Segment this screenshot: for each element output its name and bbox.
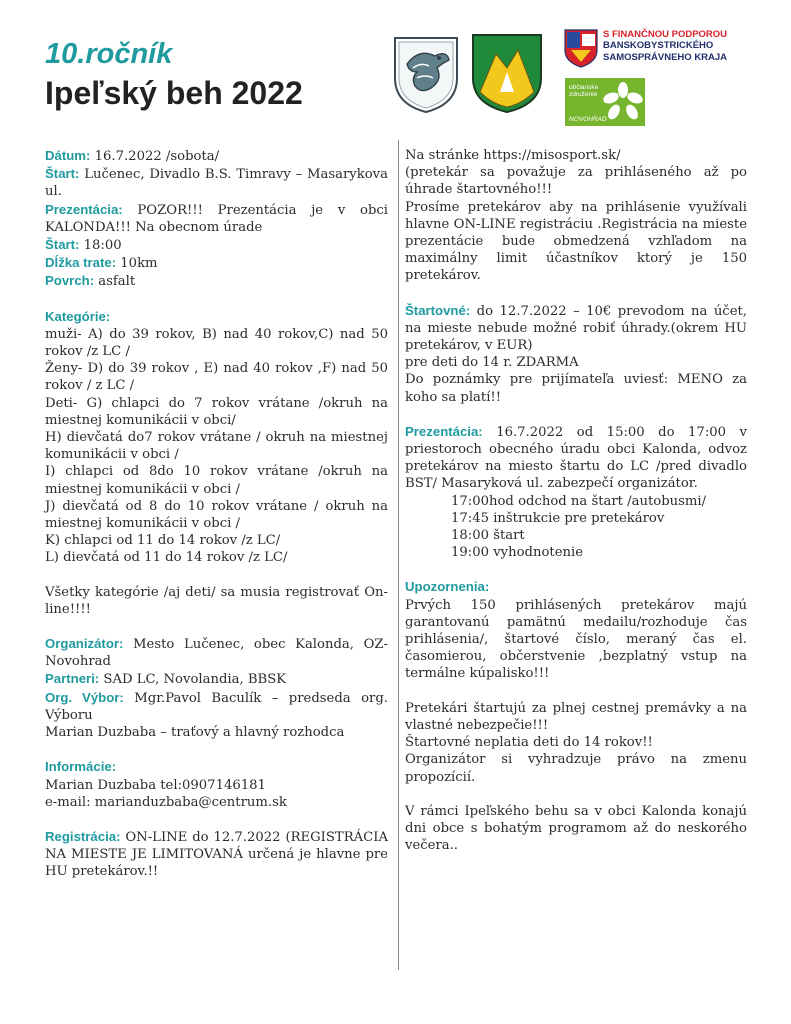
org-vybor-label: Org. Výbor:	[45, 689, 124, 705]
prezentacia-right-row	[405, 423, 747, 493]
bbsk-logo	[563, 28, 763, 70]
organizator-label: Organizátor:	[45, 636, 124, 652]
pretekari-line: Pretekári štartujú za plnej cestnej premávky a na vlastné nebezpečie!!!	[405, 700, 747, 733]
list-item: I) chlapci od 8do 10 rokov vrátane /okruh na miestnej komunikácii v obci /	[45, 464, 388, 497]
partneri-label: Partneri:	[45, 671, 100, 687]
organizator-row	[45, 635, 388, 670]
deti-zdarma-line: pre deti do 14 r. ZDARMA	[405, 355, 579, 371]
prezentacia-value: POZOR!!! Prezentácia je v obci KALONDA!!! Na obecnom úrade	[45, 202, 388, 235]
dlzka-value: 10km	[116, 256, 158, 272]
flower-icon	[603, 82, 643, 122]
oz-bottom-label: NOVOHRAD	[569, 116, 607, 123]
kategorie-label: Kategórie:	[45, 308, 111, 324]
prezentacia-row	[45, 201, 388, 236]
povrch-value: asfalt	[94, 274, 136, 290]
list-item: J) dievčatá od 8 do 10 rokov vrátane / okruh na miestnej komunikácii v obci /	[45, 498, 388, 532]
organizator-zmena-line: Organizátor si vyhradzuje právo na zmenu propozícií.	[405, 752, 747, 785]
schedule-item: 17:45 inštrukcie pre pretekárov	[451, 510, 665, 526]
ramci-paragraph: V rámci Ipeľského behu sa v obci Kalonda konajú dni obce s bohatým programom až do neskorého večera..	[405, 803, 747, 854]
poznamka-line: Do poznámky pre prijímateľa uviesť: MENO za koho sa platí!!	[405, 372, 747, 405]
schedule-item: 19:00 vyhodnotenie	[451, 545, 584, 561]
start-place-value: Lučenec, Divadlo B.S. Timravy – Masarykova ul.	[45, 167, 388, 200]
povrch-label: Povrch:	[45, 273, 95, 289]
start-time-label: Štart:	[45, 237, 80, 253]
povrch-row	[45, 272, 388, 290]
info-phone: Marian Duzbaba tel:0907146181	[45, 777, 266, 793]
dlzka-row	[45, 254, 388, 272]
dlzka-label: Dĺžka trate:	[45, 255, 117, 271]
informacie-heading	[45, 758, 388, 776]
list-item: L) dievčatá od 11 do 14 rokov /z LC/	[45, 550, 288, 566]
start-time-value: 18:00	[79, 238, 122, 254]
edition-label: 10.ročník	[45, 38, 173, 70]
bbsk-shield-icon	[563, 28, 599, 68]
partneri-value: SAD LC, Novolandia, BBSK	[99, 672, 287, 688]
column-divider	[398, 140, 399, 970]
start-time-row	[45, 236, 388, 254]
oz-line-1: občianske	[569, 84, 599, 91]
registracia-value: ON-LINE do 12.7.2022 (REGISTRÁCIA NA MIESTE JE LIMITOVANÁ určená je hlavne pre HU pretekárov.!!	[45, 829, 388, 880]
info-email[interactable]: e-mail: marianduzbaba@centrum.sk	[45, 794, 287, 810]
partneri-row	[45, 670, 388, 688]
startovne-neplatia-line: Štartovné neplatia deti do 14 rokov!!	[405, 735, 653, 751]
registracia-label: Registrácia:	[45, 828, 121, 844]
list-item: Deti- G) chlapci do 7 rokov vrátane /okruh na miestnej komunikácii v obci/	[45, 395, 388, 428]
page-title: Ipeľský beh 2022	[45, 75, 303, 111]
upozornenia-text: Prvých 150 prihlásených pretekárov majú garantovanú pamätnú medailu/rozhoduje čas prihlásenia/, štartové číslo, meraný čas el. časomierou, občerstvenie ,bezplatný vstup na termálne kúpalisko!!!	[405, 597, 747, 682]
web-link-line[interactable]: Na stránke https://misosport.sk/	[405, 148, 621, 163]
startovne-row	[405, 302, 747, 355]
datum-row	[45, 147, 388, 165]
datum-label: Dátum:	[45, 148, 91, 163]
left-column	[45, 147, 388, 881]
prezentacia-label: Prezentácia:	[45, 201, 123, 217]
municipal-crest-green	[470, 32, 544, 114]
datum-value: 16.7.2022 /sobota/	[90, 149, 220, 164]
bbsk-text-line-3: SAMOSPRÁVNEHO KRAJA	[603, 51, 728, 63]
prezentacia-right-value: 16.7.2022 od 15:00 do 17:00 v priestoroch obecného úradu obci Kalonda, odvoz pretekárov na miesto štartu do LC /pred divadlo BST/ Masaryková ul. zabezpečí organizátor.	[405, 424, 747, 492]
duzbaba-line: Marian Duzbaba – traťový a hlavný rozhodca	[45, 725, 345, 741]
schedule-item: 18:00 štart	[451, 528, 525, 544]
web-note: (pretekár sa považuje za prihláseného až po úhrade štartovného!!!	[405, 165, 747, 198]
start-place-row	[45, 165, 388, 200]
municipal-crest-bird	[391, 34, 461, 114]
startovne-value: do 12.7.2022 – 10€ prevodom na účet, na mieste nebude možné robiť úhrady.(okrem HU pretekárov, v EUR)	[405, 303, 747, 354]
list-item: K) chlapci od 11 do 14 rokov /z LC/	[45, 533, 281, 549]
org-vybor-row	[45, 689, 388, 724]
prezentacia-right-label: Prezentácia:	[405, 423, 483, 439]
org-vybor-value: Mgr.Pavol Baculík – predseda org. Výboru	[45, 690, 388, 723]
list-item: Ženy- D) do 39 rokov , E) nad 40 rokov ,F) nad 50 rokov / z LC /	[45, 361, 388, 394]
upozornenia-heading	[405, 578, 747, 596]
oz-novohrad-logo	[565, 78, 645, 126]
start-place-label: Štart:	[45, 166, 80, 182]
prosime-paragraph: Prosíme pretekárov aby na prihlásenie využívali hlavne ON-LINE registráciu .Registrácia na mieste prezentácie bude obmedzená vzhľadom na maximálny limit účastníkov ktorý je 150 pretekárov.	[405, 199, 747, 284]
list-item: muži- A) do 39 rokov, B) nad 40 rokov,C) nad 50 rokov /z LC /	[45, 326, 388, 360]
oz-line-2: združenie	[569, 91, 598, 98]
startovne-label: Štartovné:	[405, 302, 471, 318]
kategorie-heading	[45, 308, 388, 326]
right-column	[405, 147, 747, 854]
organizator-value: Mesto Lučenec, obec Kalonda, OZ-Novohrad	[45, 637, 388, 670]
schedule-item: 17:00hod odchod na štart /autobusmi/	[451, 493, 707, 509]
bbsk-text-line-1: S FINANČNOU PODPOROU	[603, 29, 728, 40]
bbsk-text-line-2: BANSKOBYSTRICKÉHO	[603, 40, 714, 52]
list-item: H) dievčatá do7 rokov vrátane / okruh na miestnej komunikácii v obci /	[45, 430, 388, 463]
registracia-row	[45, 828, 388, 881]
informacie-label: Informácie:	[45, 759, 117, 775]
vsetky-note: Všetky kategórie /aj deti/ sa musia registrovať On-line!!!!	[45, 584, 388, 617]
upozornenia-label: Upozornenia:	[405, 579, 490, 595]
